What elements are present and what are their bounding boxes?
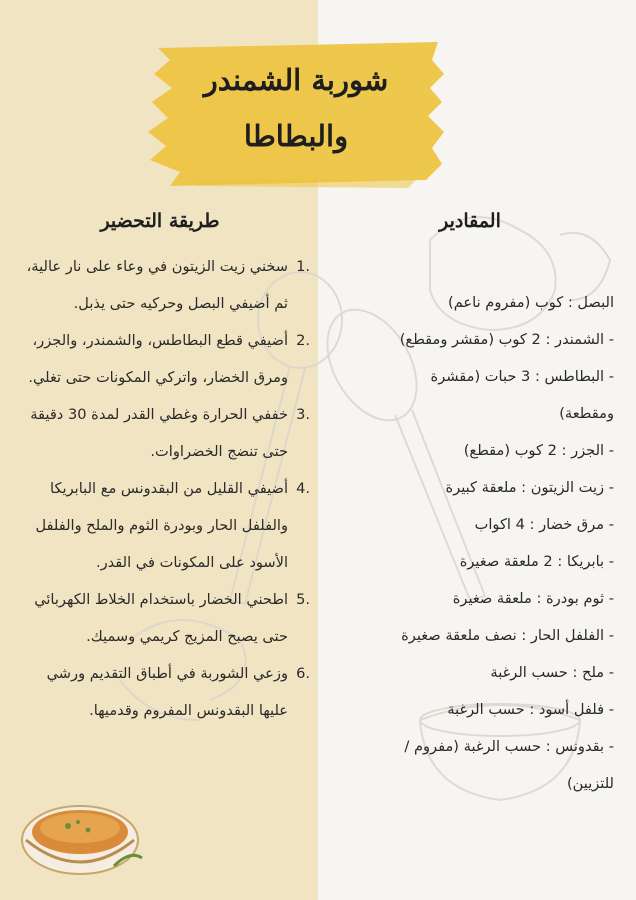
method-step <box>14 470 310 581</box>
ingredient-item: - ثوم بودرة : ملعقة صغيرة <box>452 590 614 607</box>
ingredient-item: - زيت الزيتون : ملعقة كبيرة <box>445 479 614 496</box>
step-number: .1 <box>296 258 310 275</box>
step-number: .3 <box>296 406 310 423</box>
method-step <box>14 655 310 729</box>
step-number: .4 <box>296 480 310 497</box>
method-heading: طريقة التحضير <box>100 210 220 232</box>
step-text: أضيفي القليل من البقدونس مع البابريكا والفلفل الحار وبودرة الثوم والملح والفلفل الأسود على المكونات في القدر. <box>35 480 288 571</box>
method-step <box>14 248 310 322</box>
step-text: خففي الحرارة وغطي القدر لمدة 30 دقيقة حتى تنضج الخضراوات. <box>30 406 288 460</box>
method-steps-list <box>14 248 310 729</box>
ingredient-item: - الشمندر : 2 كوب (مقشر ومقطع) <box>399 331 614 348</box>
title-line-1: شوربة الشمندر <box>203 63 389 97</box>
ingredient-item: - مرق خضار : 4 اكواب <box>474 516 614 533</box>
title-line-2: والبطاطا <box>243 119 349 153</box>
step-number: .5 <box>296 591 310 608</box>
method-step <box>14 581 310 655</box>
ingredient-item: - الجزر : 2 كوب (مقطع) <box>463 442 614 459</box>
recipe-title <box>146 52 446 164</box>
step-text: أضيفي قطع البطاطس، والشمندر، والجزر، ومرق الخضار، واتركي المكونات حتى تغلي. <box>28 332 288 386</box>
ingredient-item: - الفلفل الحار : نصف ملعقة صغيرة <box>401 627 614 644</box>
step-number: .2 <box>296 332 310 349</box>
ingredient-item: - بابريكا : 2 ملعقة صغيرة <box>459 553 614 570</box>
ingredient-item: - ملح : حسب الرغبة <box>490 664 614 681</box>
ingredient-item: - فلفل أسود : حسب الرغبة <box>447 701 614 718</box>
step-number: .6 <box>296 665 310 682</box>
ingredient-item: - بقدونس : حسب الرغبة (مفروم / للتزيين) <box>404 738 614 792</box>
ingredients-list <box>372 284 614 802</box>
method-step <box>14 396 310 470</box>
soup-bowl-icon <box>18 780 148 880</box>
step-text: اطحني الخضار باستخدام الخلاط الكهربائي حتى يصبح المزيج كريمي وسميك. <box>34 591 288 645</box>
ingredients-heading: المقادير <box>439 210 501 232</box>
step-text: وزعي الشوربة في أطباق التقديم ورشي عليها البقدونس المفروم وقدميها. <box>46 665 288 719</box>
step-text: سخني زيت الزيتون في وعاء على نار عالية، ثم أضيفي البصل وحركيه حتى يذبل. <box>26 258 288 312</box>
ingredient-item: البصل : كوب (مفروم ناعم) <box>448 294 614 311</box>
ingredient-item: - البطاطس : 3 حبات (مقشرة ومقطعة) <box>430 368 614 422</box>
method-step <box>14 322 310 396</box>
